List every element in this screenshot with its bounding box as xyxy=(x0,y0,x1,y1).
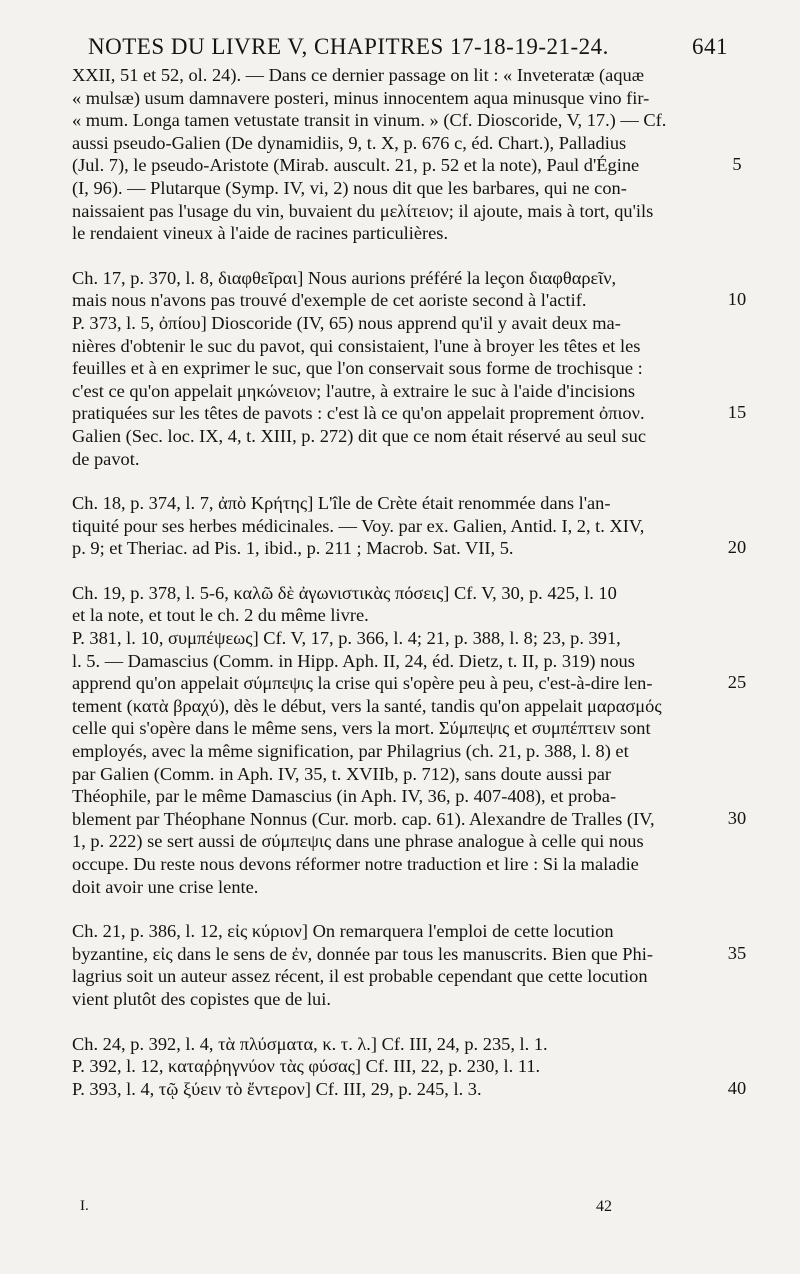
text-line: employés, avec la même signification, par Philagrius (ch. 21, p. 388, l. 8) et xyxy=(72,741,629,762)
text-line: apprend qu'on appelait σύμπεψις la crise qui s'opère peu à peu, c'est-à-dire len- xyxy=(72,673,653,694)
header-title: NOTES DU LIVRE V, CHAPITRES 17-18-19-21-24. xyxy=(88,34,609,59)
text-line: blement par Théophane Nonnus (Cur. morb. cap. 61). Alexandre de Tralles (IV, xyxy=(72,808,655,829)
text-line: vient plutôt des copistes que de lui. xyxy=(72,988,331,1009)
text-line: l. 5. — Damascius (Comm. in Hipp. Aph. II, 24, éd. Dietz, t. II, p. 319) nous xyxy=(72,650,635,671)
paragraph-gap xyxy=(72,470,724,492)
text-line: (Jul. 7), le pseudo-Aristote (Mirab. auscult. 21, p. 52 et la note), Paul d'Égine xyxy=(72,155,640,176)
text-line: tement (κατὰ βραχύ), dès le début, vers la santé, tandis qu'on appelait μαρασμός xyxy=(72,695,662,716)
text-line: nières d'obtenir le suc du pavot, qui consistaient, l'une à broyer les têtes et les xyxy=(72,335,641,356)
text-line: Ch. 24, p. 392, l. 4, τὰ πλύσματα, κ. τ. λ.] Cf. III, 24, p. 235, l. 1. xyxy=(72,1033,548,1054)
text-line: le rendaient vineux à l'aide de racines particulières. xyxy=(72,223,449,244)
paragraph-gap xyxy=(72,898,724,920)
margin-line-number: 40 xyxy=(727,1078,747,1098)
text-line: byzantine, εἰς dans le sens de ἐν, donnée par tous les manuscrits. Bien que Phi- xyxy=(72,943,653,964)
text-line: doit avoir une crise lente. xyxy=(72,876,259,897)
margin-line-number: 10 xyxy=(727,289,747,310)
running-header xyxy=(88,34,728,60)
margin-line-number: 5 xyxy=(732,154,742,175)
text-line: Ch. 19, p. 378, l. 5-6, καλῶ δὲ ἀγωνιστικὰς πόσεις] Cf. V, 30, p. 425, l. 10 xyxy=(72,582,617,603)
text-line: naissaient pas l'usage du vin, buvaient du μελίτειον; il ajoute, mais à tort, qu'ils xyxy=(72,200,654,221)
text-line: P. 392, l. 12, καταῤῥηγνύον τὰς φύσας] Cf. III, 22, p. 230, l. 11. xyxy=(72,1056,541,1077)
signature-number: 42 xyxy=(596,1198,612,1215)
paragraph-gap xyxy=(72,1011,724,1033)
paragraph-gap xyxy=(72,245,724,267)
text-line: XXII, 51 et 52, ol. 24). — Dans ce dernier passage on lit : « Inveteratæ (aquæ xyxy=(72,65,644,85)
signature-mark: I. xyxy=(80,1198,89,1214)
margin-line-number: 35 xyxy=(727,943,747,963)
text-line: de pavot. xyxy=(72,448,140,469)
margin-line-number: 20 xyxy=(727,537,747,558)
text-line: mais nous n'avons pas trouvé d'exemple de cet aoriste second à l'actif. xyxy=(72,290,587,311)
text-line: lagrius soit un auteur assez récent, il est probable cependant que cette locution xyxy=(72,966,648,987)
text-line: P. 381, l. 10, συμπέψεως] Cf. V, 17, p. 366, l. 4; 21, p. 388, l. 8; 23, p. 391, xyxy=(72,628,621,649)
text-body xyxy=(72,64,724,1100)
text-line: P. 393, l. 4, τῷ ξύειν τὸ ἔντερον] Cf. III, 29, p. 245, l. 3. xyxy=(72,1078,482,1099)
margin-line-number: 25 xyxy=(727,672,747,693)
text-line: tiquité pour ses herbes médicinales. — Voy. par ex. Galien, Antid. I, 2, t. XIV, xyxy=(72,515,645,536)
text-line: aussi pseudo-Galien (De dynamidiis, 9, t. X, p. 676 c, éd. Chart.), Palladius xyxy=(72,132,627,153)
text-line: feuilles et à en exprimer le suc, que l'on conservait sous forme de trochisque : xyxy=(72,358,643,379)
text-line: Ch. 21, p. 386, l. 12, εἰς κύριον] On remarquera l'emploi de cette locution xyxy=(72,921,614,942)
text-line: occupe. Du reste nous devons réformer notre traduction et lire : Si la maladie xyxy=(72,854,639,874)
text-line: Galien (Sec. loc. IX, 4, t. XIII, p. 272) dit que ce nom était réservé au seul suc xyxy=(72,425,647,446)
text-line: c'est ce qu'on appelait μηκώνειον; l'autre, à extraire le suc à l'aide d'incisions xyxy=(72,380,635,401)
text-line: celle qui s'opère dans le même sens, vers la mort. Σύμπεψις et συμπέπτειν sont xyxy=(72,718,651,739)
text-line: 1, p. 222) se sert aussi de σύμπεψις dans une phrase analogue à celle qui nous xyxy=(72,831,644,852)
text-line: « mum. Longa tamen vetustate transit in vinum. » (Cf. Dioscoride, V, 17.) — Cf. xyxy=(72,110,667,131)
text-line: par Galien (Comm. in Aph. IV, 35, t. XVIIb, p. 712), sans doute aussi par xyxy=(72,763,612,784)
text-line: Ch. 17, p. 370, l. 8, διαφθεῖραι] Nous aurions préféré la leçon διαφθαρεῖν, xyxy=(72,267,617,288)
text-line: (I, 96). — Plutarque (Symp. IV, vi, 2) nous dit que les barbares, qui ne con- xyxy=(72,177,627,198)
text-line: pratiquées sur les têtes de pavots : c'est là ce qu'on appelait proprement ὀπιον. xyxy=(72,403,645,424)
text-line: Ch. 18, p. 374, l. 7, ἀπὸ Κρήτης] L'île de Crète était renommée dans l'an- xyxy=(72,493,611,514)
text-line: p. 9; et Theriac. ad Pis. 1, ibid., p. 211 ; Macrob. Sat. VII, 5. xyxy=(72,538,514,559)
text-line: « mulsæ) usum damnavere posteri, minus innocentem aqua minusque vino fir- xyxy=(72,87,650,108)
text-line: Théophile, par le même Damascius (in Aph. IV, 36, p. 407-408), et proba- xyxy=(72,786,617,807)
margin-line-number: 15 xyxy=(727,402,747,423)
text-line: et la note, et tout le ch. 2 du même livre. xyxy=(72,605,369,626)
text-line: P. 373, l. 5, ὀπίου] Dioscoride (IV, 65) nous apprend qu'il y avait deux ma- xyxy=(72,312,621,333)
margin-line-number: 30 xyxy=(727,808,747,828)
page-number: 641 xyxy=(692,34,728,59)
paragraph-gap xyxy=(72,560,724,582)
